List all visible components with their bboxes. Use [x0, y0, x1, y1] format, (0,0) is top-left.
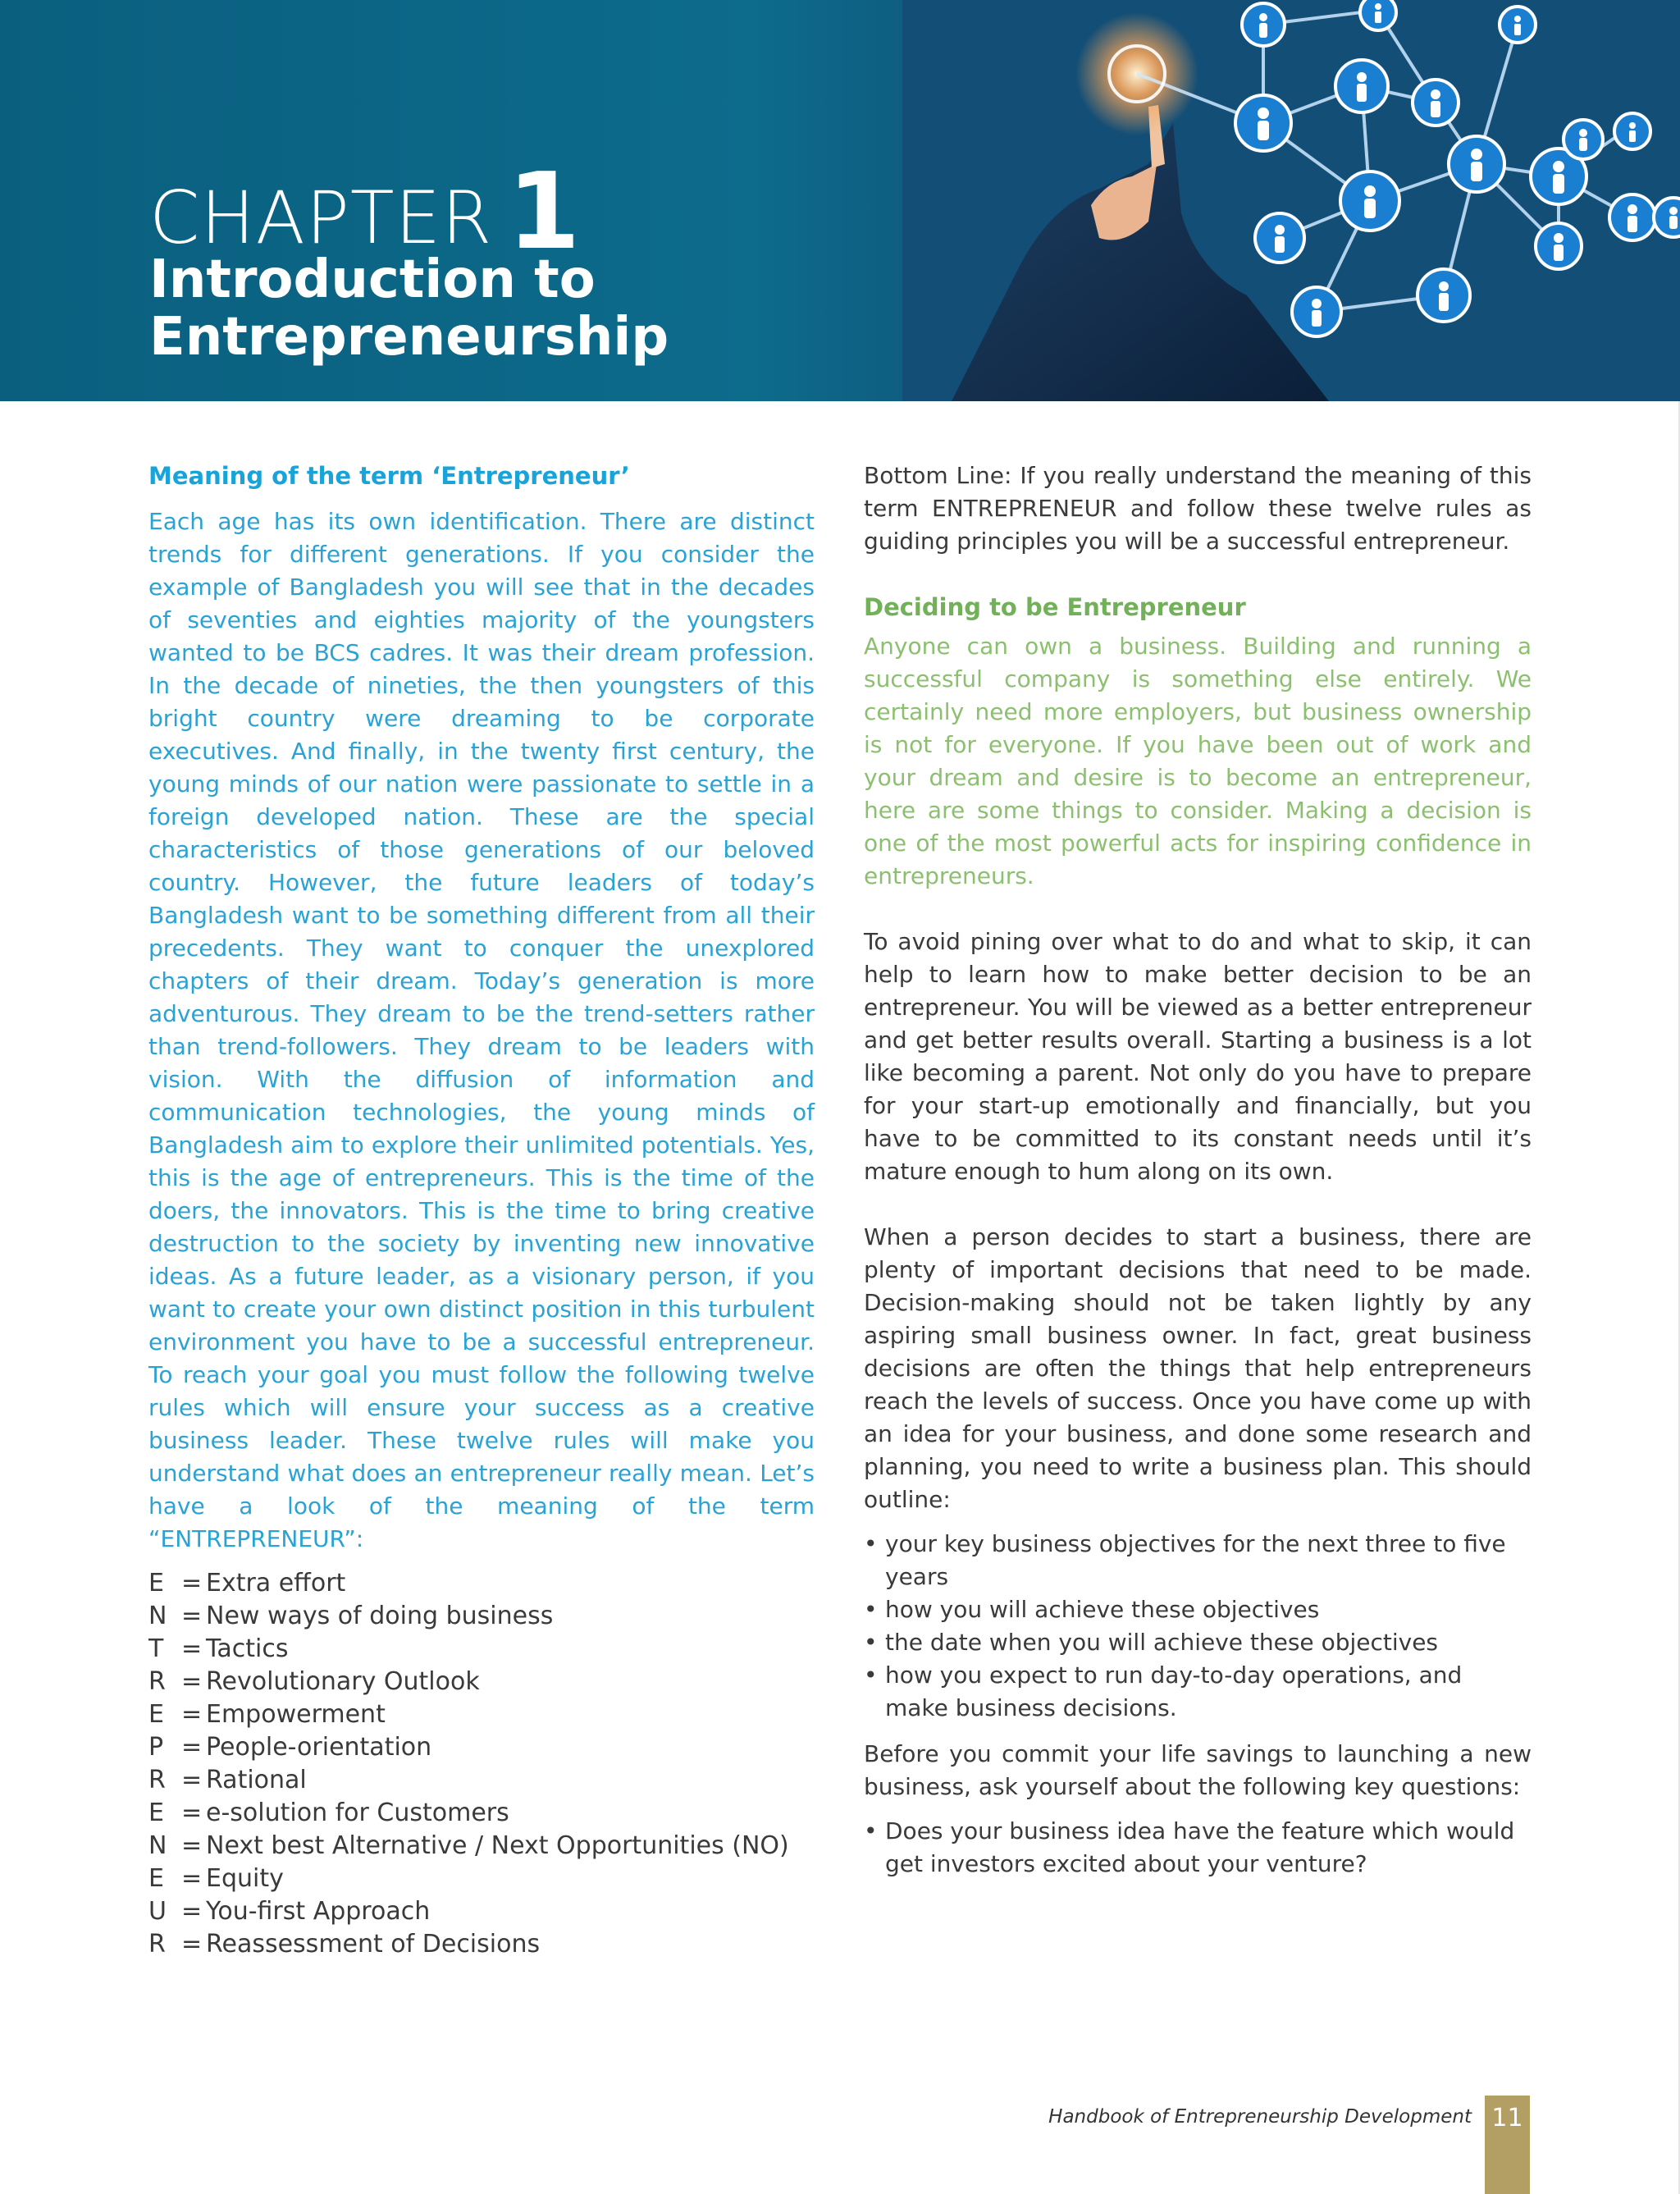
business-plan-paragraph: When a person decides to start a business, there are plenty of important decisions that need to be made. Decision-making should not be taken lightly by any aspiring small business owner. In fact, great business decisions are often the things that help entrepreneurs reach the levels of success. Once you have come up with an idea for your business, and done some research and planning, you need to write a business plan. This should outline:: [864, 1223, 1532, 1513]
acronym-list: [148, 1567, 815, 1961]
bottom-line-paragraph: Bottom Line: If you really understand the meaning of this term ENTREPRENEUR and follow these twelve rules as guiding principles you will be a successful entrepreneur.: [864, 462, 1532, 555]
decision-paragraph: To avoid pining over what to do and what to skip, it can help to learn how to make better decision to be an entrepreneur. You will be viewed as a better entrepreneur and get better results overall. Starting a business is a lot like becoming a parent. Not only do you have to prepare for your start-up emotionally and financially, but you have to be committed to its constant needs until it’s mature enough to hum along on its own.: [864, 928, 1532, 1185]
acronym-meaning: New ways of doing business: [206, 1602, 554, 1630]
acronym-letter: P: [148, 1733, 164, 1762]
acronym-meaning: Equity: [206, 1864, 284, 1893]
acronym-meaning: People-orientation: [206, 1733, 432, 1762]
acronym-letter: E: [148, 1700, 164, 1729]
acronym-meaning: Revolutionary Outlook: [206, 1667, 480, 1696]
acronym-letter: E: [148, 1864, 164, 1893]
list-item-text: how you will achieve these objectives: [885, 1596, 1320, 1623]
chapter-word: CHAPTER: [149, 176, 493, 260]
acronym-row: E = Equity: [148, 1863, 815, 1895]
section-heading-deciding: Deciding to be Entrepreneur: [864, 593, 1246, 621]
list-item: • how you expect to run day-to-day operations, and make business decisions.: [864, 1659, 1532, 1725]
chapter-title: [149, 251, 669, 366]
questions-paragraph: Before you commit your life savings to launching a new business, ask yourself about the following key questions:: [864, 1740, 1532, 1800]
acronym-meaning: Empowerment: [206, 1700, 386, 1729]
acronym-meaning: e-solution for Customers: [206, 1799, 509, 1827]
section-heading-meaning: Meaning of the term ‘Entrepreneur’: [148, 462, 630, 490]
acronym-letter: N: [148, 1831, 167, 1860]
acronym-row: E = e-solution for Customers: [148, 1797, 815, 1830]
acronym-meaning: Extra effort: [206, 1569, 346, 1598]
left-column: [148, 459, 815, 1961]
acronym-row: T = Tactics: [148, 1633, 815, 1666]
acronym-letter: E: [148, 1569, 164, 1598]
acronym-meaning: Tactics: [206, 1634, 289, 1663]
acronym-letter: R: [148, 1667, 166, 1696]
chapter-banner: [0, 0, 1680, 401]
acronym-letter: R: [148, 1766, 166, 1794]
acronym-meaning: Rational: [206, 1766, 307, 1794]
footer-book-title: Handbook of Entrepreneurship Development: [1048, 2106, 1472, 2128]
network-touch-photo: [902, 0, 1680, 401]
acronym-letter: R: [148, 1930, 166, 1959]
acronym-letter: T: [148, 1634, 164, 1663]
meaning-paragraph: Each age has its own identification. There are distinct trends for different generations. If you consider the example of Bangladesh you will see that in the decades of seventies and eighties majority of the youngsters wanted to be BCS cadres. It was their dream profession. In the decade of nineties, the then youngsters of this bright country were dreaming to be corporate executives. And finally, in the twenty first century, the young minds of our nation were passionate to settle in a foreign developed nation. These are the special characteristics of those generations of our beloved country. However, the future leaders of today’s Bangladesh want to be something different from all their precedents. They want to conquer the unexplored chapters of their dream. Today’s generation is more adventurous. They dream to be the trend-setters rather than trend-followers. They dream to be leaders with vision. With the diffusion of information and communication technologies, the young minds of Bangladesh aim to explore their unlimited potentials. Yes, this is the age of entrepreneurs. This is the time of the doers, the innovators. This is the time to bring creative destruction to the society by inventing new innovative ideas. As a future leader, as a visionary person, if you want to create your own distinct position in this turbulent environment you have to be a successful entrepreneur. To reach your goal you must follow the following twelve rules which will ensure your success as a creative business leader. These twelve rules will make you understand what does an entrepreneur really mean. Let’s have a look of the meaning of the term “ENTREPRENEUR”:: [148, 508, 815, 1552]
list-item: • Does your business idea have the feature which would get investors excited about your venture?: [864, 1815, 1532, 1881]
list-item: • your key business objectives for the next three to five years: [864, 1528, 1532, 1593]
list-item-text: your key business objectives for the next three to five years: [885, 1530, 1506, 1590]
acronym-letter: N: [148, 1602, 167, 1630]
chapter-title-line-1: Introduction to: [149, 249, 596, 310]
acronym-meaning: Reassessment of Decisions: [206, 1930, 541, 1959]
acronym-row: R = Rational: [148, 1764, 815, 1797]
list-item: • the date when you will achieve these objectives: [864, 1626, 1532, 1659]
acronym-letter: E: [148, 1799, 164, 1827]
list-item: • how you will achieve these objectives: [864, 1593, 1532, 1626]
acronym-row: R = Revolutionary Outlook: [148, 1666, 815, 1698]
acronym-row: R = Reassessment of Decisions: [148, 1928, 815, 1961]
deciding-paragraph: Anyone can own a business. Building and running a successful company is something else entirely. We certainly need more employers, but business ownership is not for everyone. If you have been out of work and your dream and desire is to become an entrepreneur, here are some things to consider. Making a decision is one of the most powerful acts for inspiring confidence in entrepreneurs.: [864, 633, 1532, 889]
questions-bullets: [864, 1815, 1532, 1881]
chapter-title-line-2: Entrepreneurship: [149, 307, 669, 368]
acronym-row: N = Next best Alternative / Next Opportunities (NO): [148, 1830, 815, 1863]
acronym-row: N = New ways of doing business: [148, 1600, 815, 1633]
list-item-text: how you expect to run day-to-day operations, and make business decisions.: [885, 1661, 1463, 1721]
acronym-row: U = You-first Approach: [148, 1895, 815, 1928]
acronym-meaning: You-first Approach: [206, 1897, 431, 1926]
acronym-letter: U: [148, 1897, 167, 1926]
page-number: 11: [1485, 2096, 1530, 2194]
right-column: [864, 459, 1532, 1894]
acronym-row: E = Extra effort: [148, 1567, 815, 1600]
business-plan-bullets: [864, 1528, 1532, 1725]
list-item-text: Does your business idea have the feature which would get investors excited about your venture?: [885, 1817, 1515, 1877]
acronym-row: P = People-orientation: [148, 1731, 815, 1764]
acronym-row: E = Empowerment: [148, 1698, 815, 1731]
chapter-number: 1: [507, 151, 581, 273]
acronym-meaning: Next best Alternative / Next Opportunities (NO): [206, 1831, 789, 1860]
list-item-text: the date when you will achieve these objectives: [885, 1629, 1439, 1656]
